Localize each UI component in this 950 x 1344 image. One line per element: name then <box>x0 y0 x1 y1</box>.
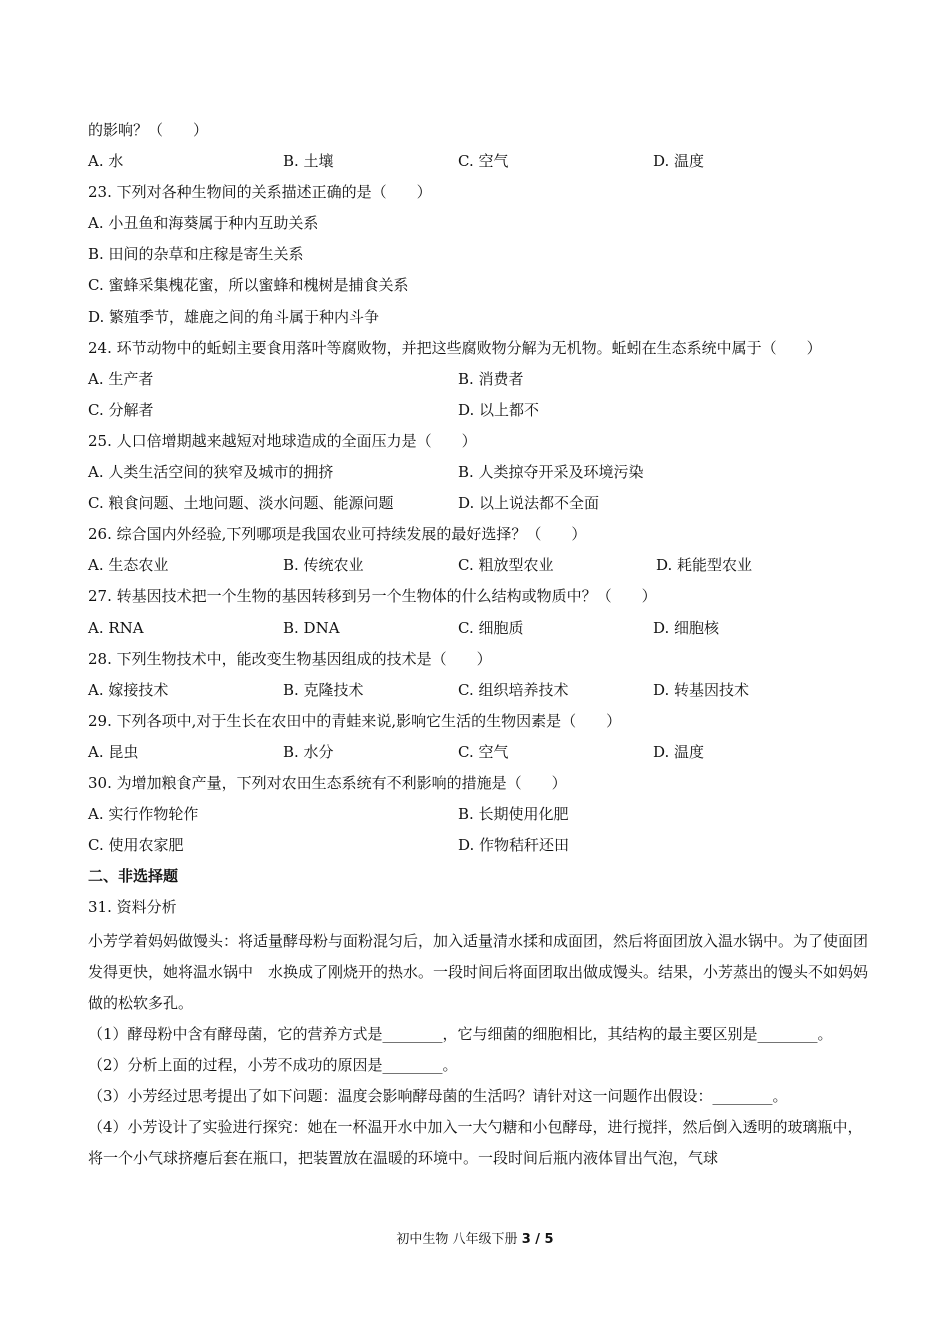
footer-label: 初中生物 八年级下册 <box>396 1232 518 1247</box>
option: B. 传统农业 <box>283 556 364 575</box>
question-line: 29. 下列各项中,对于生长在农田中的青蛙来说,影响它生活的生物因素是（ ） <box>88 711 622 730</box>
option: D. 作物秸秆还田 <box>458 836 570 855</box>
option: B. 长期使用化肥 <box>458 805 569 824</box>
options-row <box>88 802 868 833</box>
question-line: 27. 转基因技术把一个生物的基因转移到另一个生物体的什么结构或物质中？（ ） <box>88 587 657 606</box>
paragraph: （3）小芳经过思考提出了如下问题：温度会影响酵母菌的生活吗？请针对这一问题作出假设：________。 <box>88 1087 788 1106</box>
option: A. 生产者 <box>88 369 154 388</box>
option: B. 土壤 <box>283 152 334 171</box>
option: D. 细胞核 <box>653 618 720 637</box>
option: D. 耗能型农业 <box>656 556 753 575</box>
option: D. 温度 <box>653 742 705 761</box>
options-row <box>88 833 868 864</box>
question-line: 28. 下列生物技术中，能改变生物基因组成的技术是（ ） <box>88 649 492 668</box>
options-row <box>88 678 868 709</box>
options-row <box>88 553 868 584</box>
question-line: 30. 为增加粮食产量，下列对农田生态系统有不利影响的措施是（ ） <box>88 773 567 792</box>
options-row <box>88 460 868 491</box>
options-row <box>88 149 868 180</box>
page-number: 3 / 5 <box>521 1232 554 1247</box>
option: B. 克隆技术 <box>283 680 364 699</box>
question-line: A. 小丑鱼和海葵属于种内互助关系 <box>88 214 319 233</box>
option: C. 粮食问题、土地问题、淡水问题、能源问题 <box>88 494 394 513</box>
option: D. 以上说法都不全面 <box>458 494 600 513</box>
question-line: 26. 综合国内外经验,下列哪项是我国农业可持续发展的最好选择？（ ） <box>88 525 587 544</box>
options-row <box>88 616 868 647</box>
page-footer <box>0 1228 950 1247</box>
option: A. 昆虫 <box>88 742 139 761</box>
option: C. 粗放型农业 <box>458 556 554 575</box>
option: B. DNA <box>283 618 340 637</box>
question-line: 31. 资料分析 <box>88 898 177 917</box>
page-content <box>88 118 868 1174</box>
option: D. 转基因技术 <box>653 680 750 699</box>
question-line: C. 蜜蜂采集槐花蜜，所以蜜蜂和槐树是捕食关系 <box>88 276 409 295</box>
option: B. 水分 <box>283 742 334 761</box>
paragraph: 小芳学着妈妈做馒头：将适量酵母粉与面粉混匀后，加入适量清水揉和成面团，然后将面团放入温水锅中。为了使面团发得更快，她将温水锅中 水换成了刚烧开的热水。一段时间后将面团取出做成馒头。结果，小芳蒸出的馒头不如妈妈做的松软多孔。 <box>88 932 869 1013</box>
options-row <box>88 491 868 522</box>
paragraph: （2）分析上面的过程，小芳不成功的原因是________。 <box>88 1056 458 1075</box>
option: B. 消费者 <box>458 369 524 388</box>
options-row <box>88 740 868 771</box>
option: C. 使用农家肥 <box>88 836 184 855</box>
option: A. RNA <box>88 618 144 637</box>
option: A. 生态农业 <box>88 556 169 575</box>
paragraph: （1）酵母粉中含有酵母菌，它的营养方式是________，它与细菌的细胞相比，其结构的最主要区别是________。 <box>88 1025 833 1044</box>
option: C. 细胞质 <box>458 618 524 637</box>
question-line: 23. 下列对各种生物间的关系描述正确的是（ ） <box>88 183 432 202</box>
option: D. 以上都不 <box>458 400 540 419</box>
question-line: B. 田间的杂草和庄稼是寄生关系 <box>88 245 304 264</box>
option: A. 人类生活空间的狭窄及城市的拥挤 <box>88 463 334 482</box>
options-row <box>88 367 868 398</box>
option: A. 水 <box>88 152 124 171</box>
option: C. 分解者 <box>88 400 154 419</box>
question-line: 25. 人口倍增期越来越短对地球造成的全面压力是（ ） <box>88 431 477 450</box>
question-line: D. 繁殖季节，雄鹿之间的角斗属于种内斗争 <box>88 307 380 326</box>
option: C. 组织培养技术 <box>458 680 569 699</box>
option: C. 空气 <box>458 742 509 761</box>
question-line: 24. 环节动物中的蚯蚓主要食用落叶等腐败物，并把这些腐败物分解为无机物。蚯蚓在生态系统中属于（ ） <box>88 338 822 357</box>
option: A. 实行作物轮作 <box>88 805 199 824</box>
option: B. 人类掠夺开采及环境污染 <box>458 463 644 482</box>
section-heading: 二、非选择题 <box>88 867 179 886</box>
option: D. 温度 <box>653 152 705 171</box>
options-row <box>88 398 868 429</box>
option: A. 嫁接技术 <box>88 680 169 699</box>
option: C. 空气 <box>458 152 509 171</box>
paragraph: （4）小芳设计了实验进行探究：她在一杯温开水中加入一大勺糖和小包酵母，进行搅拌，然后倒入透明的玻璃瓶中，将一个小气球挤瘪后套在瓶口，把装置放在温暖的环境中。一段时间后瓶内液体冒出气泡，气球 <box>88 1118 863 1168</box>
question-line: 的影响？（ ） <box>88 121 209 139</box>
